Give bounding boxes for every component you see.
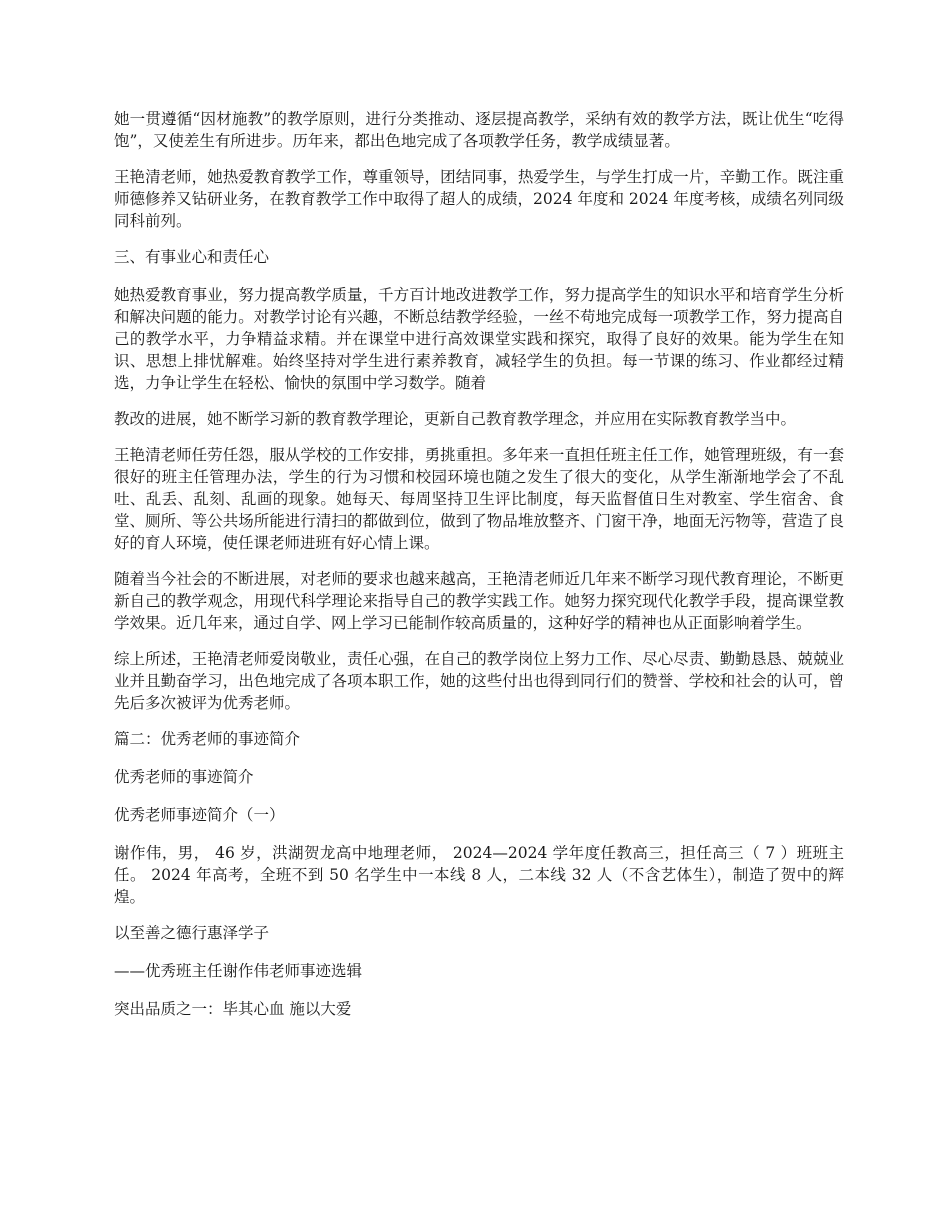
paragraph-reform: 教改的进展，她不断学习新的教育教学理论，更新自己教育教学理念，并应用在实际教育教学当中。 bbox=[114, 410, 797, 428]
paragraph-teaching-quality: 她热爱教育事业，努力提高教学质量，千方百计地改进教学工作，努力提高学生的知识水平和培育学生分析和解决问题的能力。对教学讨论有兴趣，不断总结教学经验，一丝不苟地完成每一项教学工作，努力提高自己的教学水平，力争精益求精。并在课堂中进行高效课堂实践和探究，取得了良好的效果。能为学生在知识、思想上排忧解难。始终坚持对学生进行素养教育，减轻学生的负担。每一节课的练习、作业都经过精选，力争让学生在轻松、愉快的氛围中学习数学。随着 bbox=[114, 286, 844, 392]
feature-title: 以至善之德行惠泽学子 bbox=[114, 924, 270, 942]
paragraph-class-management: 王艳清老师任劳任怨，服从学校的工作安排，勇挑重担。多年来一直担任班主任工作，她管理班级，有一套很好的班主任管理办法，学生的行为习惯和校园环境也随之发生了很大的变化，从学生渐渐地学会了不乱吐、乱丢、乱刻、乱画的现象。她每天、每周坚持卫生评比制度，每天监督值日生对教室、学生宿舍、食堂、厕所、等公共场所能进行清扫的都做到位，做到了物品堆放整齐、门窗干净，地面无污物等，营造了良好的育人环境，使任课老师进班有好心情上课。 bbox=[114, 446, 844, 552]
paragraph-modern-education: 随着当今社会的不断进展，对老师的要求也越来越高，王艳清老师近几年来不断学习现代教育理论，不断更新自己的教学观念，用现代科学理论来指导自己的教学实践工作。她努力探究现代化教学手段，提高课堂教学效果。近几年来，通过自学、网上学习已能制作较高质量的，这种好学的精神也从正面影响着学生。 bbox=[114, 570, 844, 632]
quality-heading: 突出品质之一：毕其心血 施以大爱 bbox=[114, 1000, 352, 1018]
section-heading-career: 三、有事业心和责任心 bbox=[114, 248, 270, 266]
paragraph-teaching-principle: 她一贯遵循“因材施教”的教学原则，进行分类推动、逐层提高教学，采纳有效的教学方法，既让优生“吃得饱”，又使差生有所进步。历年来，都出色地完成了各项教学任务，教学成绩显著。 bbox=[114, 110, 844, 150]
feature-byline: ——优秀班主任谢作伟老师事迹选辑 bbox=[114, 962, 363, 980]
paragraph-summary: 综上所述，王艳清老师爱岗敬业，责任心强，在自己的教学岗位上努力工作、尽心尽责、勤勤恳恳、兢兢业业并且勤奋学习，出色地完成了各项本职工作，她的这些付出也得到同行们的赞誉、学校和社会的认可，曾先后多次被评为优秀老师。 bbox=[114, 650, 844, 712]
chapter-heading: 篇二：优秀老师的事迹简介 bbox=[114, 730, 301, 748]
article-subtitle: 优秀老师事迹简介（一） bbox=[114, 806, 285, 824]
document-body bbox=[114, 108, 844, 1036]
paragraph-teacher-profile: 谢作伟，男， 46 岁，洪湖贺龙高中地理老师， 2024—2024 学年度任教高三，担任高三（ 7 ）班班主任。 2024 年高考，全班不到 50 名学生中一本线 8 人，二本线 32 人（不含艺体生），制造了贺中的辉煌。 bbox=[114, 844, 844, 906]
article-title: 优秀老师的事迹简介 bbox=[114, 768, 254, 786]
paragraph-work-attitude: 王艳清老师，她热爱教育教学工作，尊重领导，团结同事，热爱学生，与学生打成一片，辛勤工作。既注重师德修养又钻研业务，在教育教学工作中取得了超人的成绩，2024 年度和 2024 年度考核，成绩名列同级同科前列。 bbox=[114, 168, 844, 230]
